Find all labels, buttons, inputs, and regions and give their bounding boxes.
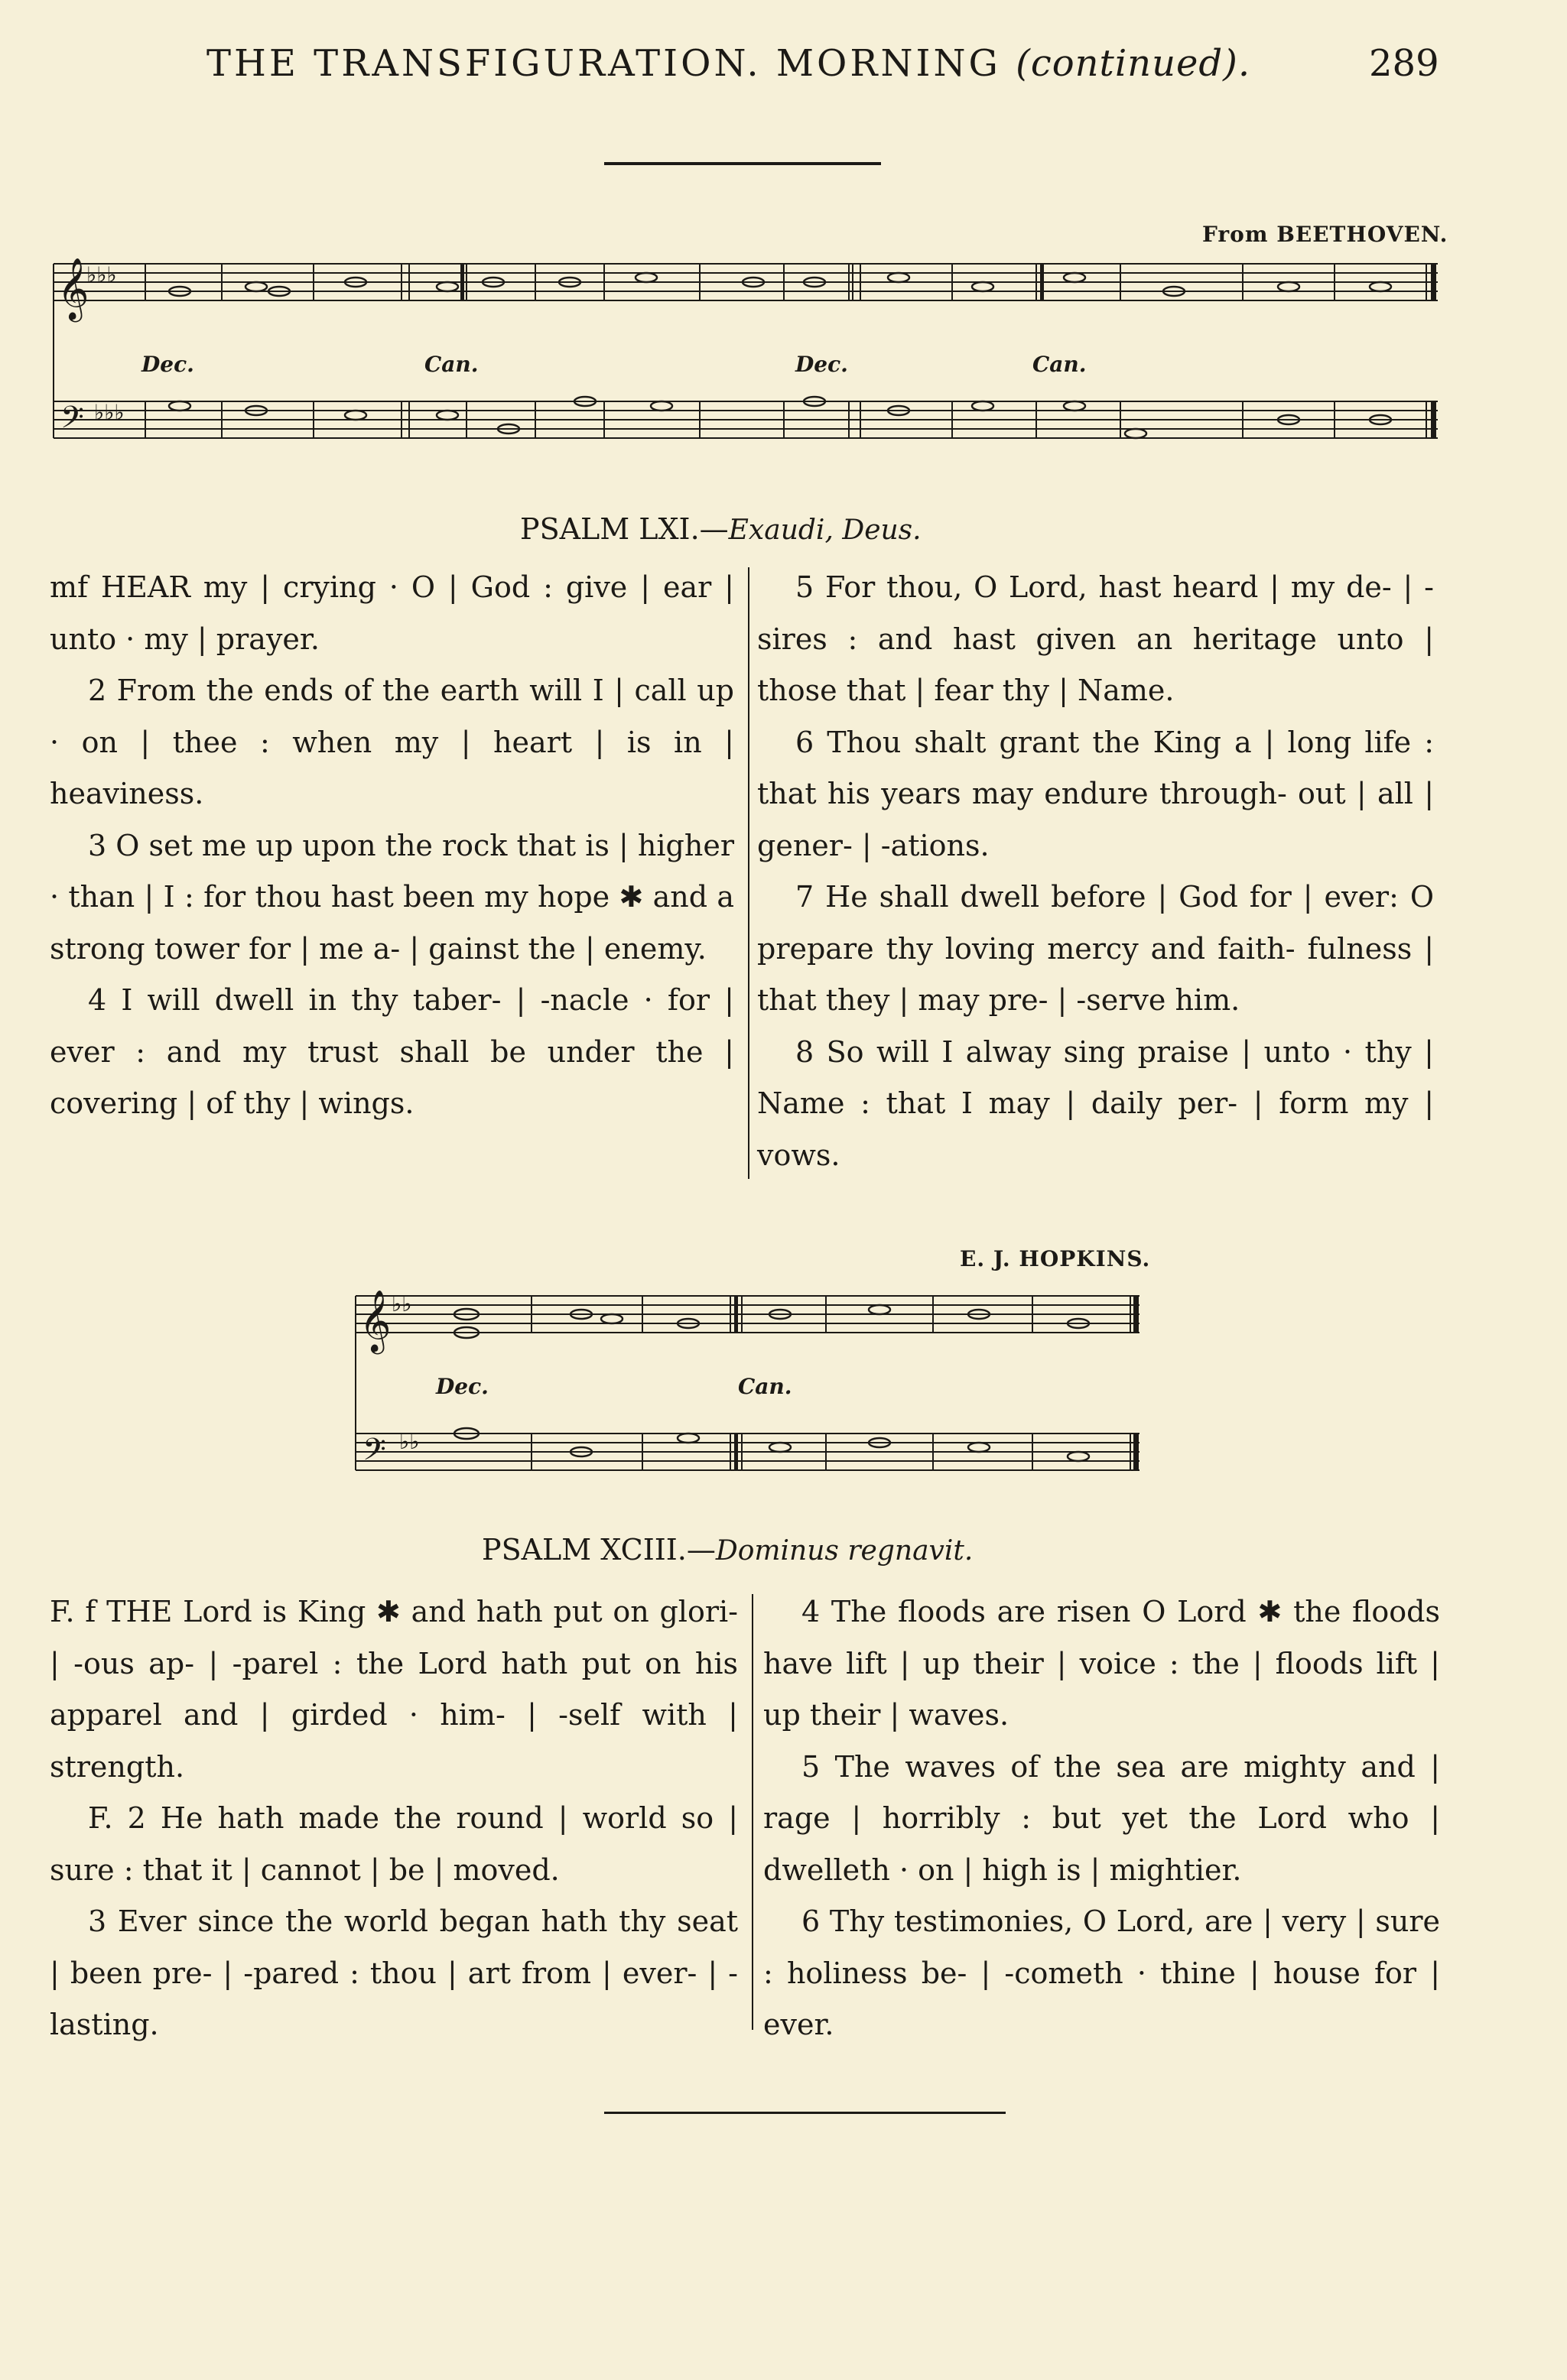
page-title: THE TRANSFIGURATION. MORNING (continued). xyxy=(206,42,1251,85)
verse-4: 4 I will dwell in thy taber- | -nacle · for | ever : and my trust shall be under the | covering | of thy | wings. xyxy=(50,983,734,1120)
footer-rule xyxy=(604,2112,1006,2114)
psalm-93-right-column xyxy=(763,1586,1440,2051)
svg-text:♭♭♭: ♭♭♭ xyxy=(94,400,125,425)
composer-credit-1: From BEETHOVEN. xyxy=(1202,222,1448,247)
chant-label-dec-2: Dec. xyxy=(795,352,848,377)
page-number: 289 xyxy=(1369,42,1439,85)
svg-text:♭♭: ♭♭ xyxy=(399,1429,420,1454)
verse-1: mf HEAR my | crying · O | God : give | ear | unto · my | prayer. xyxy=(50,570,734,656)
chant-label-dec-3: Dec. xyxy=(436,1374,489,1399)
psalm-93-title: PSALM XCIII.—Dominus regnavit. xyxy=(482,1533,974,1567)
verse-5b: 5 The waves of the sea are mighty and | rage | horribly : but yet the Lord who | dwelleth · on | high is | mightier. xyxy=(763,1749,1440,1887)
header-rule xyxy=(604,162,881,165)
chant-label-can-1: Can. xyxy=(424,352,479,377)
chant-label-can-3: Can. xyxy=(738,1374,792,1399)
chant-score-1 xyxy=(50,256,1442,505)
verse-4b: 4 The floods are risen O Lord ✱ the floods have lift | up their | voice : the | floods lift | up their | waves. xyxy=(763,1595,1440,1732)
chant-label-can-2: Can. xyxy=(1032,352,1087,377)
svg-text:♭♭♭: ♭♭♭ xyxy=(86,262,117,287)
verse-1b: F. f THE Lord is King ✱ and hath put on glori- | -ous ap- | -parel : the Lord hath put on his apparel and | girded · him- | -self with | strength. xyxy=(50,1595,738,1784)
composer-credit-2: E. J. HOPKINS. xyxy=(960,1246,1151,1271)
psalm-61-right-column xyxy=(757,562,1434,1181)
music-staff-1 xyxy=(50,256,1442,505)
psalm-93-left-column xyxy=(50,1586,738,2051)
verse-3: 3 O set me up upon the rock that is | higher · than | I : for thou hast been my hope ✱ and a strong tower for | me a- | gainst the | enemy. xyxy=(50,828,734,966)
psalm-61-title: PSALM LXI.—Exaudi, Deus. xyxy=(520,512,922,546)
svg-text:𝄞: 𝄞 xyxy=(359,1289,392,1352)
verse-5: 5 For thou, O Lord, hast heard | my de- | -sires : and hast given an heritage unto | those that | fear thy | Name. xyxy=(757,570,1434,707)
svg-text:𝄞: 𝄞 xyxy=(57,257,89,320)
psalm-61-left-column xyxy=(50,562,734,1130)
verse-7: 7 He shall dwell before | God for | ever: O prepare thy loving mercy and faith- fulness | that they | may pre- | -serve him. xyxy=(757,880,1434,1017)
column-divider-2 xyxy=(752,1594,753,2030)
running-header xyxy=(0,42,1567,103)
verse-6: 6 Thou shalt grant the King a | long life : that his years may endure through- out | all | gener- | -ations. xyxy=(757,725,1434,862)
verse-2: 2 From the ends of the earth will I | call up · on | thee : when my | heart | is in | heaviness. xyxy=(50,674,734,810)
verse-3b: 3 Ever since the world began hath thy seat | been pre- | -pared : thou | art from | ever- | -lasting. xyxy=(50,1904,738,2041)
svg-text:𝄢: 𝄢 xyxy=(362,1432,386,1475)
verse-6b: 6 Thy testimonies, O Lord, are | very | sure : holiness be- | -cometh · thine | house for | ever. xyxy=(763,1904,1440,2041)
verse-8: 8 So will I alway sing praise | unto · thy | Name : that I may | daily per- | form my | vows. xyxy=(757,1034,1434,1172)
svg-text:𝄢: 𝄢 xyxy=(60,400,84,443)
column-divider-1 xyxy=(748,567,749,1179)
chant-label-dec-1: Dec. xyxy=(141,352,194,377)
chant-score-2 xyxy=(352,1281,1147,1498)
verse-2b: F. 2 He hath made the round | world so | sure : that it | cannot | be | moved. xyxy=(50,1801,738,1887)
svg-text:♭♭: ♭♭ xyxy=(392,1291,412,1317)
